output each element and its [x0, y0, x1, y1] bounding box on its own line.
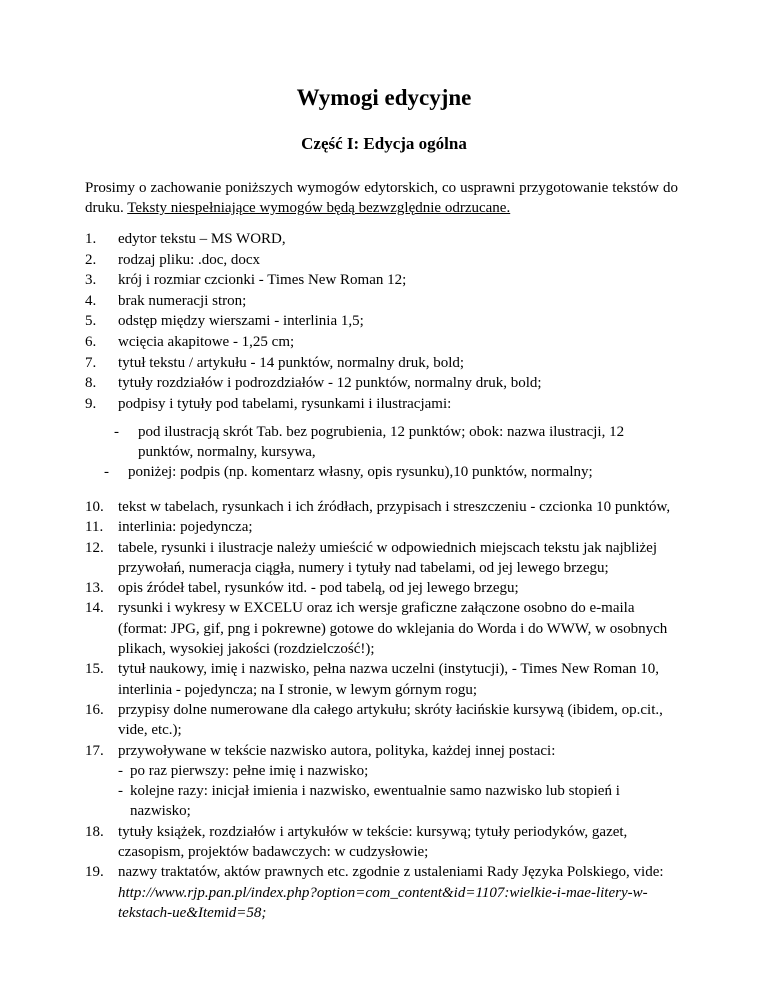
- requirements-list-b: [85, 497, 680, 923]
- item-text: krój i rozmiar czcionki - Times New Roman 12;: [118, 272, 407, 289]
- item-text: kolejne razy: inicjał imienia i nazwisko, ewentualnie samo nazwisko lub stopień i nazwisko;: [130, 783, 620, 820]
- list-item: [85, 578, 680, 598]
- list-item: [85, 598, 680, 659]
- item-number: 3.: [85, 272, 97, 289]
- item-number: 12.: [85, 539, 104, 556]
- item-text: tytuł tekstu / artykułu - 14 punktów, normalny druk, bold;: [118, 354, 465, 371]
- item-text: podpisy i tytuły pod tabelami, rysunkami i ilustracjami:: [118, 395, 452, 412]
- list-item: [114, 422, 674, 462]
- section-subtitle: Część I: Edycja ogólna: [301, 134, 467, 153]
- item-text: rodzaj pliku: .doc, docx: [118, 251, 261, 268]
- item-number: 13.: [85, 580, 104, 597]
- item-text: brak numeracji stron;: [118, 292, 247, 309]
- item-text: tytuły książek, rozdziałów i artykułów w tekście: kursywą; tytuły periodyków, gazet, czasopism, projektów badawczych: w cudzysłowie;: [118, 823, 628, 861]
- sub-item: [118, 761, 680, 781]
- item-text: tabele, rysunki i ilustracje należy umieścić w odpowiednich miejscach tekstu jak najbliżej przywołań, numeracja ciągła, numery i tytuły nad tabelami, od jej lewego brzegu;: [118, 539, 657, 576]
- item-text: tytuły rozdziałów i podrozdziałów - 12 punktów, normalny druk, bold;: [118, 375, 542, 392]
- item-text: pod ilustracją skrót Tab. bez pogrubienia, 12 punktów; obok: nazwa ilustracji, 12 punktów, normalny, kursywa,: [138, 424, 625, 460]
- list-item: [85, 373, 645, 394]
- item-text: wcięcia akapitowe - 1,25 cm;: [118, 333, 295, 350]
- requirements-list-a: [85, 229, 645, 414]
- list-item: [85, 659, 680, 700]
- item-number: 14.: [85, 600, 104, 617]
- item-number: 9.: [85, 395, 97, 412]
- item-text: nazwy traktatów, aktów prawnych etc. zgodnie z ustaleniami Rady Języka Polskiego, vide:: [118, 864, 664, 881]
- list-item: [85, 291, 645, 312]
- intro-underlined-warning: Teksty niespełniające wymogów będą bezwzględnie odrzucane.: [127, 200, 511, 216]
- item-text: przywoływane w tekście nazwisko autora, polityka, każdej innej postaci:: [118, 742, 556, 759]
- item-number: 7.: [85, 354, 97, 371]
- item-number: 2.: [85, 251, 97, 268]
- list-item: [85, 229, 645, 250]
- item-text: opis źródeł tabel, rysunków itd. - pod tabelą, od jej lewego brzegu;: [118, 580, 519, 597]
- intro-text: Prosimy o zachowanie poniższych wymogów edytorskich, co usprawni przygotowanie tekstów do druku.: [85, 180, 678, 216]
- list-item: [85, 311, 645, 332]
- dash-bullet: -: [104, 464, 109, 480]
- item-number: 5.: [85, 313, 97, 330]
- list-item: [85, 394, 645, 415]
- list-item: [85, 497, 680, 517]
- item-text: po raz pierwszy: pełne imię i nazwisko;: [130, 762, 369, 779]
- intro-paragraph: [85, 178, 678, 218]
- list-item: [85, 741, 680, 822]
- item-number: 10.: [85, 499, 104, 515]
- dash-bullet: -: [114, 424, 119, 440]
- item-number: 8.: [85, 375, 97, 392]
- page-title: Wymogi edycyjne: [296, 85, 472, 110]
- item-text: poniżej: podpis (np. komentarz własny, opis rysunku),10 punktów, normalny;: [128, 464, 593, 480]
- item-number: 18.: [85, 823, 104, 840]
- item-text: interlinia: pojedyncza;: [118, 519, 253, 536]
- dash-bullet: -: [118, 783, 123, 800]
- list-item: [85, 270, 645, 291]
- item-number: 6.: [85, 333, 97, 350]
- item-number: 4.: [85, 292, 97, 309]
- list-item: [85, 862, 680, 923]
- item-number: 11.: [85, 519, 104, 536]
- item-text: przypisy dolne numerowane dla całego artykułu; skróty łacińskie kursywą (ibidem, op.cit., vide, etc.);: [118, 701, 663, 739]
- list-item: [85, 822, 680, 863]
- list-item: [85, 700, 680, 741]
- item-text: tytuł naukowy, imię i nazwisko, pełna nazwa uczelni (instytucji), - Times New Roman 10, interlinia - pojedyncza; na I stronie, w lewym górnym rogu;: [118, 661, 660, 698]
- caption-rules-sublist: [104, 422, 674, 482]
- list-item: [85, 353, 645, 374]
- list-item: [85, 538, 680, 579]
- item-text: tekst w tabelach, rysunkach i ich źródłach, przypisach i streszczeniu - czcionka 10 punktów,: [118, 499, 671, 515]
- dash-bullet: -: [118, 762, 123, 779]
- item-number: 16.: [85, 701, 104, 718]
- item-number: 1.: [85, 231, 97, 247]
- item-number: 17.: [85, 742, 104, 759]
- item-number: 19.: [85, 864, 104, 881]
- item-text: odstęp między wierszami - interlinia 1,5;: [118, 313, 364, 330]
- sub-item: [118, 781, 680, 822]
- list-item: [85, 332, 645, 353]
- list-item: [104, 462, 674, 482]
- list-item: [85, 517, 680, 537]
- rjp-link[interactable]: http://www.rjp.pan.pl/index.php?option=com_content&id=1107:wielkie-i-mae-litery-w-tekstach-ue&Itemid=58;: [118, 884, 648, 921]
- item-text: rysunki i wykresy w EXCELU oraz ich wersje graficzne załączone osobno do e-maila (format: JPG, gif, png i pokrewne) gotowe do wklejania do Worda i do WWW, w osobnych plikach, wysokiej jakości (rozdzielczość!);: [118, 600, 668, 658]
- item-number: 15.: [85, 661, 104, 678]
- list-item: [85, 250, 645, 271]
- item-text: edytor tekstu – MS WORD,: [118, 231, 286, 247]
